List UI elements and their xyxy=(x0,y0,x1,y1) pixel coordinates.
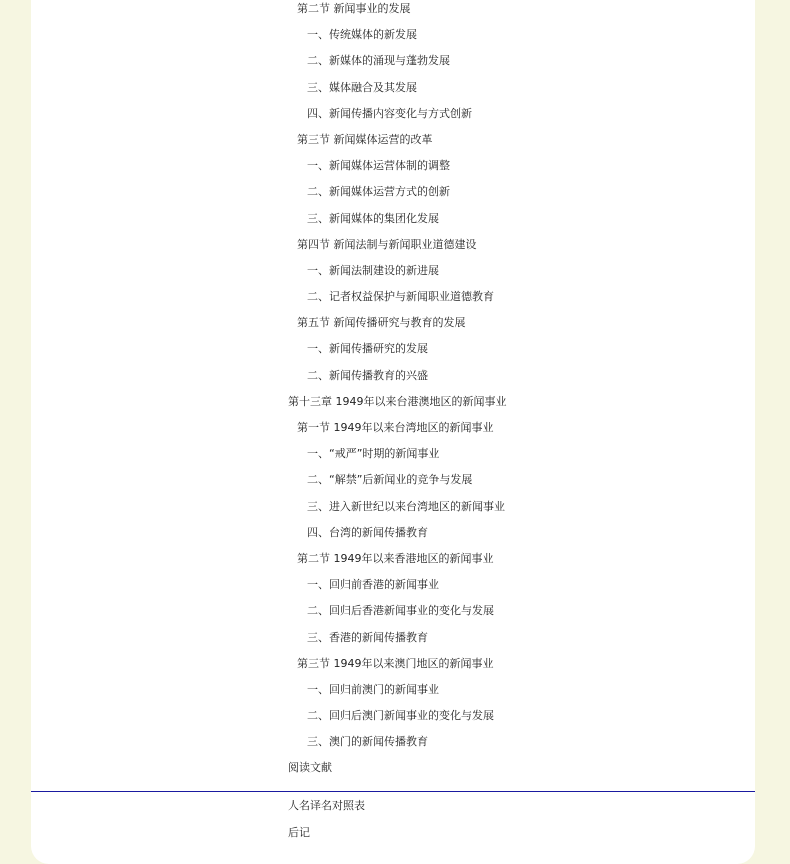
toc-appendix xyxy=(288,797,748,851)
toc-subsection[interactable]: 一、新闻法制建设的新进展 xyxy=(307,263,439,277)
table-of-contents xyxy=(288,0,748,786)
toc-postscript[interactable]: 后记 xyxy=(288,826,310,839)
toc-section[interactable]: 第五节 新闻传播研究与教育的发展 xyxy=(297,316,466,330)
toc-subsection[interactable]: 一、“戒严”时期的新闻事业 xyxy=(307,447,440,461)
toc-section[interactable]: 第三节 新闻媒体运营的改革 xyxy=(297,132,433,146)
toc-subsection[interactable]: 三、进入新世纪以来台湾地区的新闻事业 xyxy=(307,499,505,513)
toc-subsection[interactable]: 一、回归前澳门的新闻事业 xyxy=(307,682,439,696)
toc-section[interactable]: 第二节 1949年以来香港地区的新闻事业 xyxy=(297,551,494,565)
toc-section[interactable]: 第二节 新闻事业的发展 xyxy=(297,2,411,15)
toc-subsection[interactable]: 二、回归后澳门新闻事业的变化与发展 xyxy=(307,709,494,723)
toc-reading-list[interactable]: 阅读文献 xyxy=(288,761,332,775)
toc-section[interactable]: 第四节 新闻法制与新闻职业道德建设 xyxy=(297,237,477,251)
toc-subsection[interactable]: 二、回归后香港新闻事业的变化与发展 xyxy=(307,604,494,618)
toc-subsection[interactable]: 一、传统媒体的新发展 xyxy=(307,28,417,42)
document-page xyxy=(31,0,755,864)
toc-subsection[interactable]: 二、记者权益保护与新闻职业道德教育 xyxy=(307,290,494,304)
toc-subsection[interactable]: 二、“解禁”后新闻业的竞争与发展 xyxy=(307,473,473,487)
toc-subsection[interactable]: 四、台湾的新闻传播教育 xyxy=(307,525,428,539)
toc-section[interactable]: 第三节 1949年以来澳门地区的新闻事业 xyxy=(297,656,494,670)
toc-chapter[interactable]: 第十三章 1949年以来台港澳地区的新闻事业 xyxy=(288,394,507,408)
toc-subsection[interactable]: 二、新媒体的涌现与蓬勃发展 xyxy=(307,54,450,68)
toc-subsection[interactable]: 一、新闻媒体运营体制的调整 xyxy=(307,159,450,173)
toc-subsection[interactable]: 一、新闻传播研究的发展 xyxy=(307,342,428,356)
toc-section[interactable]: 第一节 1949年以来台湾地区的新闻事业 xyxy=(297,421,494,434)
toc-subsection[interactable]: 三、媒体融合及其发展 xyxy=(307,80,417,94)
toc-subsection[interactable]: 二、新闻媒体运营方式的创新 xyxy=(307,185,450,199)
toc-subsection[interactable]: 一、回归前香港的新闻事业 xyxy=(307,578,439,592)
toc-subsection[interactable]: 三、新闻媒体的集团化发展 xyxy=(307,211,439,225)
toc-name-index[interactable]: 人名译名对照表 xyxy=(288,799,365,812)
toc-subsection[interactable]: 三、香港的新闻传播教育 xyxy=(307,630,428,644)
toc-subsection[interactable]: 四、新闻传播内容变化与方式创新 xyxy=(307,106,472,120)
toc-subsection[interactable]: 三、澳门的新闻传播教育 xyxy=(307,735,428,749)
toc-subsection[interactable]: 二、新闻传播教育的兴盛 xyxy=(307,368,428,382)
horizontal-divider xyxy=(31,791,755,792)
